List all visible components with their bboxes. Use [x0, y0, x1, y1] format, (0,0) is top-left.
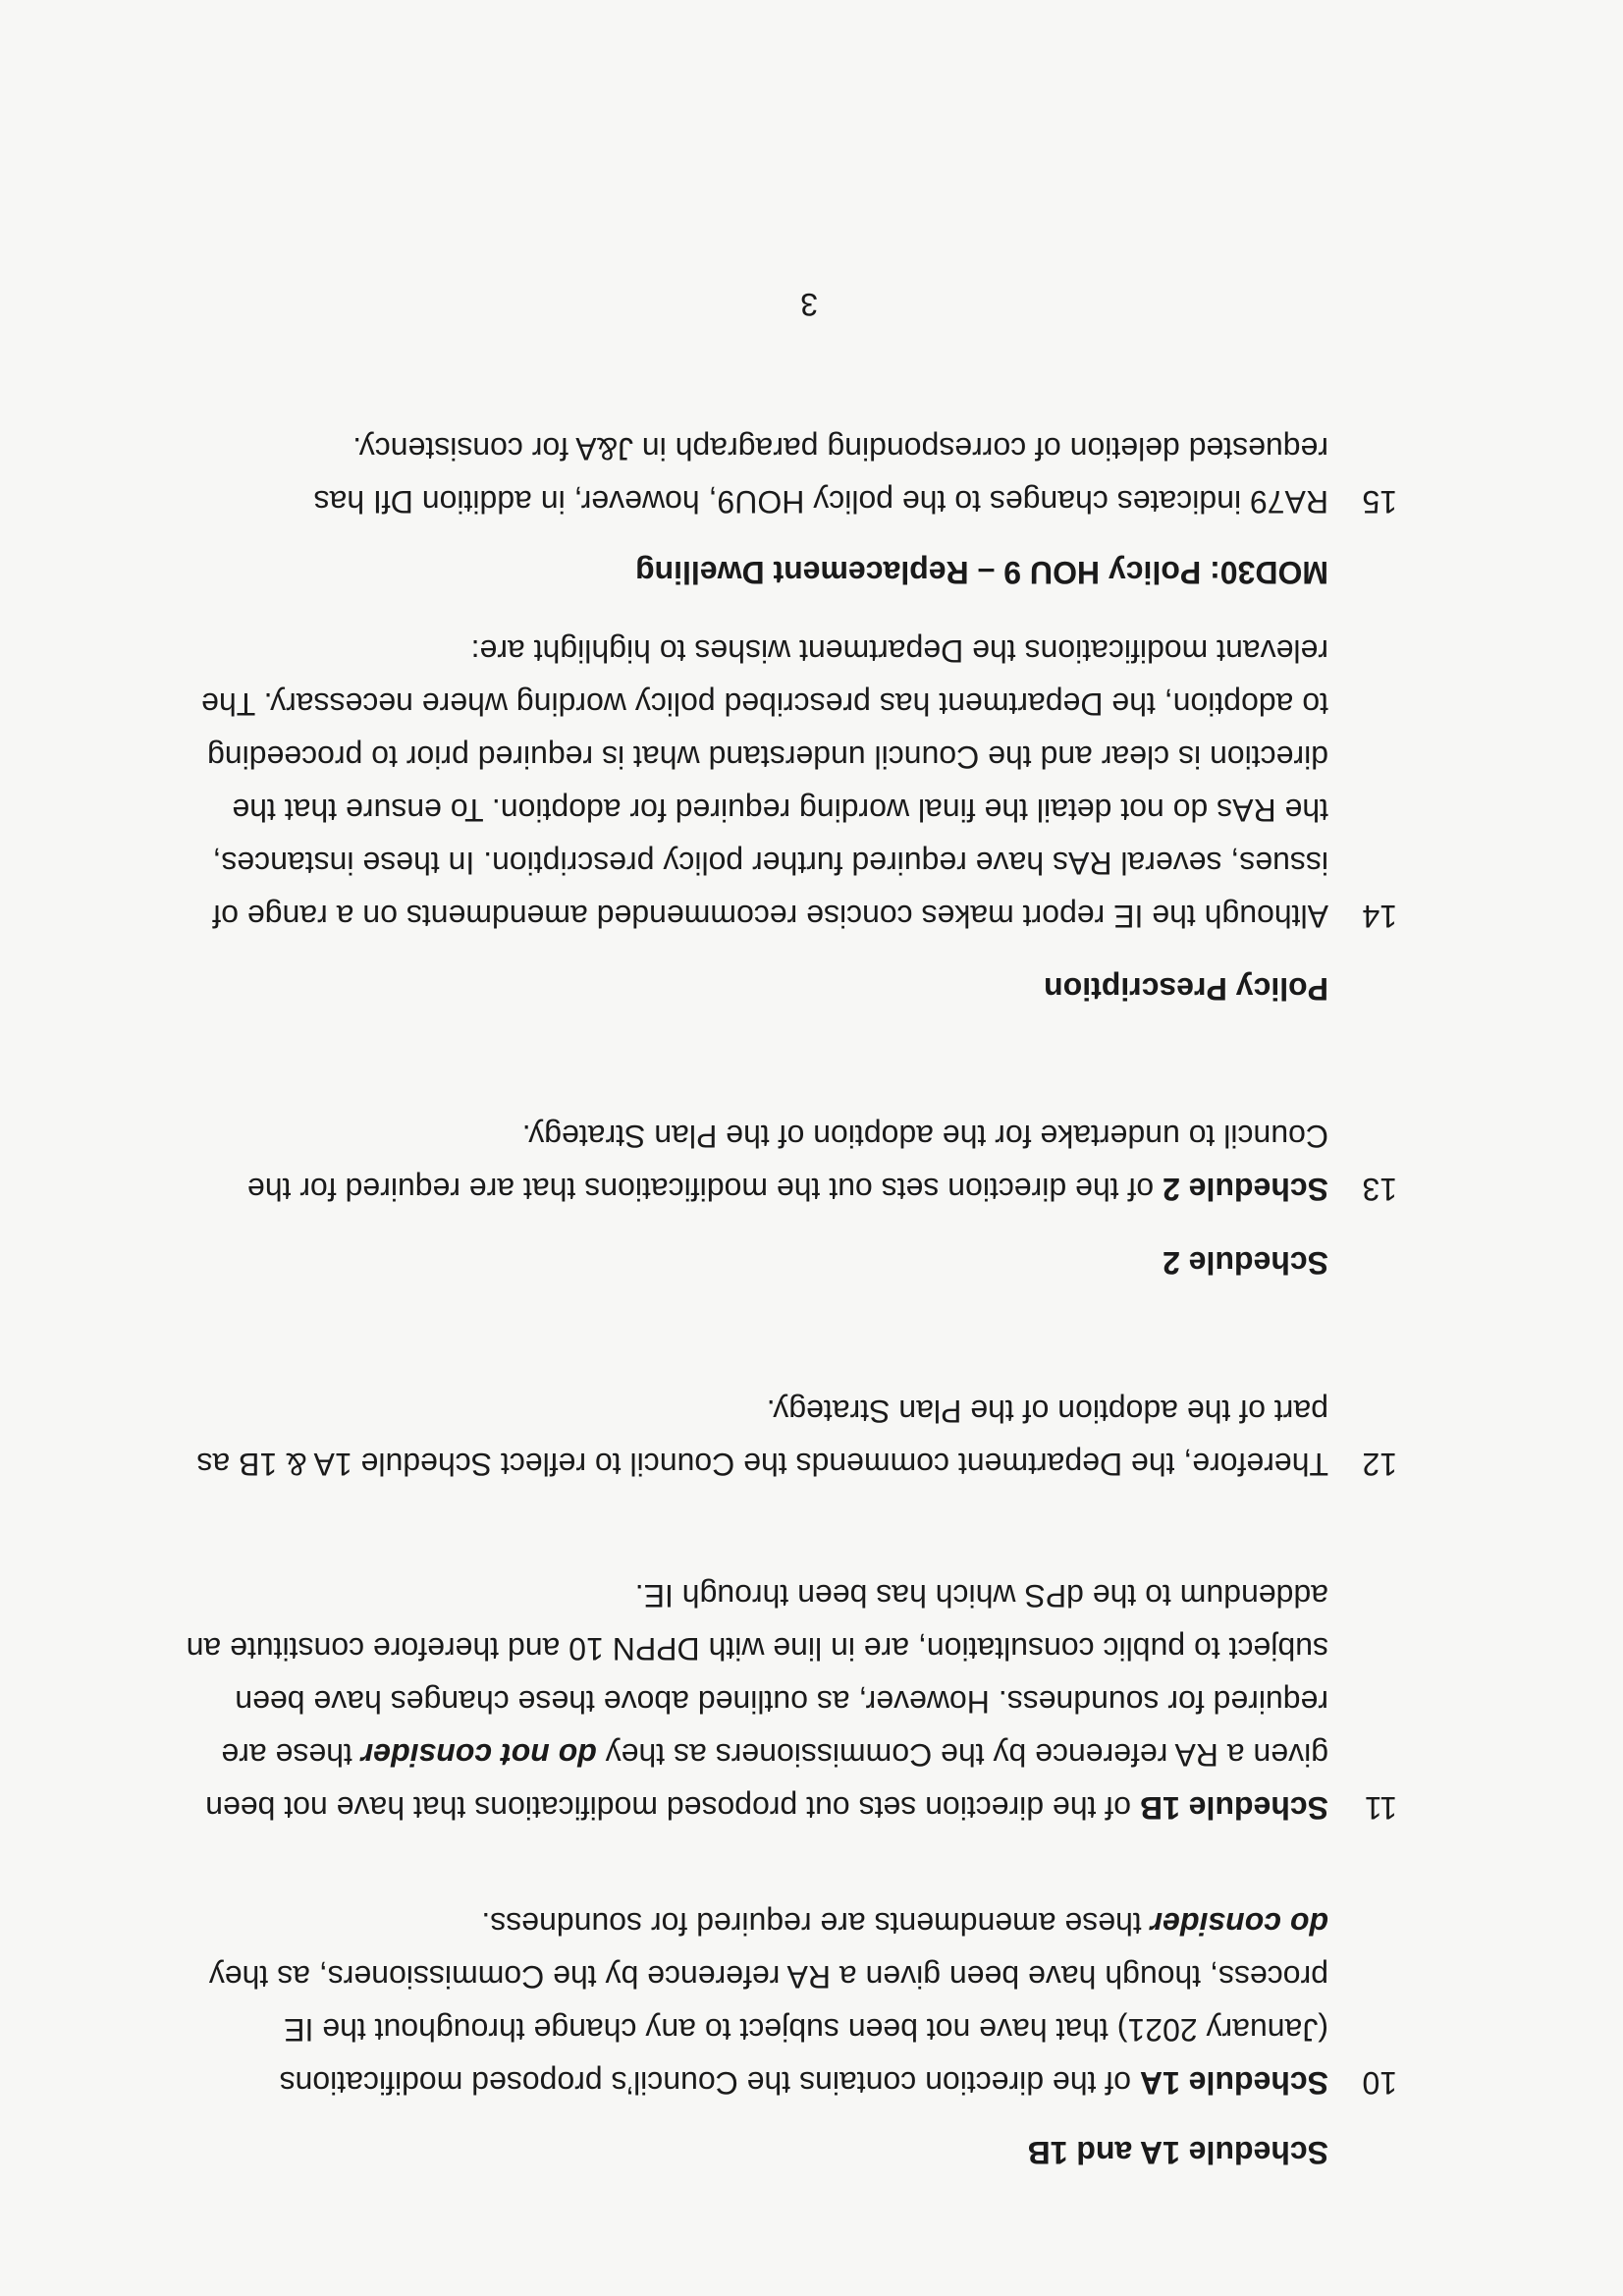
paragraph-text: Although the IE report makes concise recommended amendments on a range of issues, several RAs have required further policy prescription. In these instances, the RAs do not detail the final wording required for adoption. To ensure that the direction is clear and the Council understand what is required prior to proceeding to adoption, the Department has prescribed policy wording where necessary. The relevant modifications the Department wishes to highlight are: — [201, 633, 1328, 934]
paragraph-text: RA79 indicates changes to the policy HOU9, however, in addition DfI has requested deletion of corresponding paragraph in J&A for consistency. — [313, 431, 1328, 519]
paragraph-text: Schedule 1A of the direction contains the Council’s proposed modifications (January 2021) that have not been subject to any change throughout the IE process, though have been given a RA reference by the Commissioners, as they do consider these amendments are required for soundness. — [208, 1906, 1328, 2101]
paragraph-number: 13 — [1362, 1172, 1397, 1207]
paragraph-number: 15 — [1362, 484, 1397, 519]
paragraph-number: 14 — [1362, 899, 1397, 934]
paragraph-number: 11 — [1364, 1790, 1397, 1826]
page-number: 3 — [800, 287, 818, 322]
heading-mod30: MOD30: Policy HOU 9 – Replacement Dwelling — [635, 555, 1328, 590]
heading-policy-prescription: Policy Prescription — [1044, 971, 1328, 1007]
paragraph-text: Therefore, the Department commends the Council to reflect Schedule 1A & 1B as part of the adoption of the Plan Strategy. — [196, 1394, 1328, 1482]
heading-schedule-1a-1b: Schedule 1A and 1B — [1027, 2135, 1328, 2170]
heading-schedule-2: Schedule 2 — [1163, 1245, 1328, 1281]
paragraph-text: Schedule 1B of the direction sets out proposed modifications that have not been given a RA reference by the Commissioners as they do not consider these are required for soundness. However, as outlined above these changes have been subject to public consultation, are in line with DPPN 10 and therefore constitute an addendum to the dPS which has been through IE. — [186, 1578, 1328, 1826]
paragraph-text: Schedule 2 of the direction sets out the modifications that are required for the Council to undertake for the adoption of the Plan Strategy. — [246, 1119, 1328, 1207]
paragraph-number: 12 — [1362, 1447, 1397, 1482]
paragraph-number: 10 — [1362, 2065, 1397, 2101]
